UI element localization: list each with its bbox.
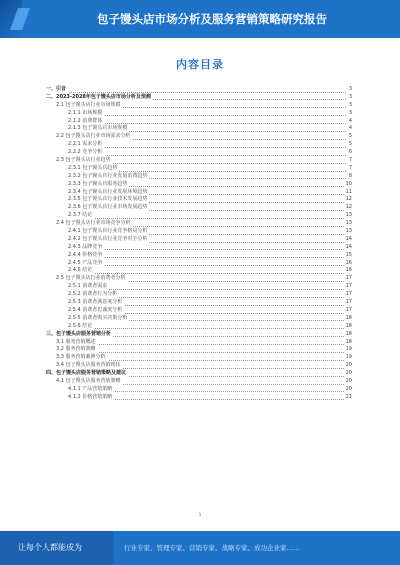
toc-entry-page: 18 bbox=[345, 330, 352, 337]
page-header bbox=[0, 0, 400, 38]
toc-entry[interactable] bbox=[46, 165, 352, 173]
toc-entry-label: 3.4 包子馒头店服务营销现状 bbox=[46, 362, 123, 370]
toc-entry[interactable] bbox=[46, 110, 352, 118]
toc-entry-page: 3 bbox=[348, 86, 352, 92]
toc-entry-label: 2.3.6 包子馒头店行业市场发展趋势 bbox=[46, 204, 149, 212]
toc-entry[interactable] bbox=[46, 299, 352, 307]
toc-entry-page: 12 bbox=[345, 204, 352, 211]
toc-entry-label: 2.3.3 包子馒头店服务趋势 bbox=[46, 181, 129, 189]
page-footer bbox=[0, 531, 400, 565]
toc-entry-page: 19 bbox=[345, 346, 352, 353]
toc-leader-dots bbox=[68, 155, 352, 156]
toc-entry-page: 14 bbox=[345, 235, 352, 242]
toc-entry-page: 7 bbox=[348, 157, 352, 164]
header-decoration bbox=[0, 0, 22, 38]
toc-leader-dots bbox=[68, 249, 352, 250]
toc-entry[interactable] bbox=[46, 378, 352, 386]
toc-entry-page: 17 bbox=[345, 306, 352, 313]
toc-leader-dots bbox=[68, 218, 352, 219]
toc-entry[interactable] bbox=[46, 102, 352, 110]
toc-leader-dots bbox=[68, 328, 352, 329]
toc-entry[interactable] bbox=[46, 86, 352, 94]
toc-entry-page: 3 bbox=[348, 93, 352, 100]
toc-entry-label: 2.3.4 包子馒头店行业发展环境趋势 bbox=[46, 189, 149, 197]
toc-entry-page: 8 bbox=[348, 172, 352, 179]
toc-entry-page: 18 bbox=[345, 314, 352, 321]
toc-entry-page: 18 bbox=[345, 322, 352, 329]
toc-entry-page: 10 bbox=[345, 180, 352, 187]
toc-entry-page: 13 bbox=[345, 220, 352, 227]
toc-entry[interactable] bbox=[46, 283, 352, 291]
toc-entry[interactable] bbox=[46, 354, 352, 362]
toc-entry-label: 2.4.5 产品竞争 bbox=[46, 260, 104, 268]
toc-entry-page: 20 bbox=[345, 377, 352, 384]
toc-entry-page: 5 bbox=[348, 133, 352, 140]
toc-entry-page: 3 bbox=[348, 109, 352, 116]
toc-entry-page: 11 bbox=[345, 188, 352, 195]
toc-leader-dots bbox=[68, 289, 352, 290]
toc-entry-label: 2.5.4 消费者忠诚度分析 bbox=[46, 307, 124, 315]
toc-entry-label: 2.1.2 消费群体 bbox=[46, 118, 104, 126]
toc-leader-dots bbox=[68, 147, 352, 148]
toc-entry-page: 7 bbox=[348, 164, 352, 171]
toc-entry[interactable] bbox=[46, 181, 352, 189]
toc-entry-page: 6 bbox=[348, 149, 352, 156]
toc-entry-label: 2.2.2 竞争分析 bbox=[46, 149, 104, 157]
toc-entry-label: 2.2 包子馒头店行业市场需求分析 bbox=[46, 133, 133, 141]
toc-entry-page: 13 bbox=[345, 212, 352, 219]
toc-entry[interactable] bbox=[46, 236, 352, 244]
toc-entry-label: 2.5.3 消费者满意度分析 bbox=[46, 299, 124, 307]
toc-entry-page: 4 bbox=[348, 125, 352, 132]
toc-entry-label: 2.1.1 市场规模 bbox=[46, 110, 104, 118]
toc-entry[interactable] bbox=[46, 173, 352, 181]
toc-entry-label: 二、2023-2028年包子馒头店市场分析及预测 bbox=[46, 93, 151, 100]
toc-leader-dots bbox=[68, 273, 352, 274]
toc-entry-page: 4 bbox=[348, 117, 352, 124]
toc-entry-label: 2.2.1 需求分析 bbox=[46, 141, 104, 149]
toc-leader-dots bbox=[46, 92, 352, 93]
toc-entry[interactable] bbox=[46, 220, 352, 228]
toc-entry[interactable] bbox=[46, 315, 352, 323]
toc-entry-label: 2.3.1 包子馒头店趋势 bbox=[46, 165, 119, 173]
toc-entry[interactable] bbox=[46, 362, 352, 370]
toc-entry-page: 17 bbox=[345, 283, 352, 290]
toc-entry-label: 3.1 服务营销概述 bbox=[46, 339, 98, 347]
toc-entry[interactable] bbox=[46, 386, 352, 394]
toc-entry-label: 2.1 包子馒头店行业市场规模 bbox=[46, 102, 123, 110]
toc-heading: 内容目录 bbox=[176, 58, 224, 71]
toc-entry-page: 13 bbox=[345, 228, 352, 235]
toc-entry-page: 15 bbox=[345, 251, 352, 258]
toc-entry[interactable] bbox=[46, 228, 352, 236]
toc-entry-label: 4.1 包子馒头店服务营销策略 bbox=[46, 378, 123, 386]
toc-entry[interactable] bbox=[46, 323, 352, 331]
toc-entry-page: 20 bbox=[345, 385, 352, 392]
toc-entry[interactable] bbox=[46, 244, 352, 252]
toc-leader-dots bbox=[68, 265, 352, 266]
toc-entry-page: 16 bbox=[345, 259, 352, 266]
toc-entry-label: 3.3 服务营销案例分析 bbox=[46, 354, 108, 362]
toc-entry[interactable] bbox=[46, 331, 352, 339]
toc-entry-label: 2.5.1 消费者需求 bbox=[46, 283, 109, 291]
page-number: 1 bbox=[198, 512, 202, 517]
toc-entry-page: 17 bbox=[345, 291, 352, 298]
toc-entry-page: 17 bbox=[345, 299, 352, 306]
toc-leader-dots bbox=[56, 344, 352, 345]
toc-entry-label: 2.4.3 品牌竞争 bbox=[46, 244, 104, 252]
toc-entry-label: 四、包子馒头店服务营销策略及建议 bbox=[46, 370, 127, 377]
toc-entry[interactable] bbox=[46, 94, 352, 102]
toc-entry[interactable] bbox=[46, 291, 352, 299]
toc-entry[interactable] bbox=[46, 141, 352, 149]
toc-entry-label: 2.5 包子馒头店行业消费者分析 bbox=[46, 275, 128, 283]
toc-entry-page: 5 bbox=[348, 141, 352, 148]
toc-leader-dots bbox=[56, 352, 352, 353]
toc-entry-label: 2.3.7 结论 bbox=[46, 212, 94, 220]
toc-leader-dots bbox=[68, 257, 352, 258]
toc-entry-page: 19 bbox=[345, 354, 352, 361]
toc-entry-label: 2.4.2 包子馒头店行业竞争对手分析 bbox=[46, 236, 149, 244]
footer-slogan: 让每个人都能成为 bbox=[18, 543, 82, 552]
toc-entry-label: 2.4 包子馒头店行业市场竞争分析 bbox=[46, 220, 133, 228]
toc-entry[interactable] bbox=[46, 370, 352, 378]
toc-entry-label: 一、引言 bbox=[46, 86, 67, 92]
toc-entry-label: 三、包子馒头店服务营销分析 bbox=[46, 330, 112, 337]
toc-entry-label: 4.1.2 价格营销策略 bbox=[46, 394, 114, 402]
toc-entry[interactable] bbox=[46, 307, 352, 315]
toc-entry-page: 14 bbox=[345, 243, 352, 250]
toc-entry-page: 20 bbox=[345, 370, 352, 377]
toc-entry[interactable] bbox=[46, 212, 352, 220]
toc-entry[interactable] bbox=[46, 149, 352, 157]
table-of-contents bbox=[46, 86, 352, 402]
footer-tagline: 行业专家、管理专家、营销专家、战略专家、成功企业家…… bbox=[124, 544, 300, 552]
toc-leader-dots bbox=[68, 123, 352, 124]
toc-entry-label: 2.1.3 包子馒头店市场规模 bbox=[46, 125, 129, 133]
toc-entry-label: 2.5.5 消费者购买决策分析 bbox=[46, 315, 129, 323]
toc-entry-label: 3.2 服务营销策略 bbox=[46, 346, 98, 354]
toc-entry-page: 18 bbox=[345, 338, 352, 345]
toc-entry-label: 2.3 包子馒头店行业趋势 bbox=[46, 157, 113, 165]
toc-entry[interactable] bbox=[46, 157, 352, 165]
toc-entry-label: 4.1.1 产品营销策略 bbox=[46, 386, 114, 394]
toc-entry-page: 17 bbox=[345, 275, 352, 282]
toc-entry-page: 16 bbox=[345, 267, 352, 274]
toc-entry-label: 2.4.1 包子馒头店行业竞争格局分析 bbox=[46, 228, 149, 236]
toc-entry-label: 2.4.4 价格竞争 bbox=[46, 252, 104, 260]
toc-entry[interactable] bbox=[46, 394, 352, 402]
toc-entry-label: 2.5.6 结论 bbox=[46, 323, 94, 331]
report-title: 包子馒头店市场分析及服务营销策略研究报告 bbox=[97, 12, 327, 26]
toc-entry-page: 21 bbox=[345, 393, 352, 400]
toc-leader-dots bbox=[68, 115, 352, 116]
toc-entry-label: 2.4.6 结论 bbox=[46, 267, 94, 275]
toc-entry-page: 20 bbox=[345, 362, 352, 369]
toc-entry-label: 2.5.2 消费者行为分析 bbox=[46, 291, 119, 299]
toc-entry-label: 2.3.5 包子馒头店行业技术发展趋势 bbox=[46, 196, 149, 204]
toc-entry-page: 3 bbox=[348, 101, 352, 108]
toc-entry[interactable] bbox=[46, 252, 352, 260]
toc-entry-page: 12 bbox=[345, 196, 352, 203]
toc-entry-label: 2.3.2 包子馒头店行业发展消费趋势 bbox=[46, 173, 149, 181]
